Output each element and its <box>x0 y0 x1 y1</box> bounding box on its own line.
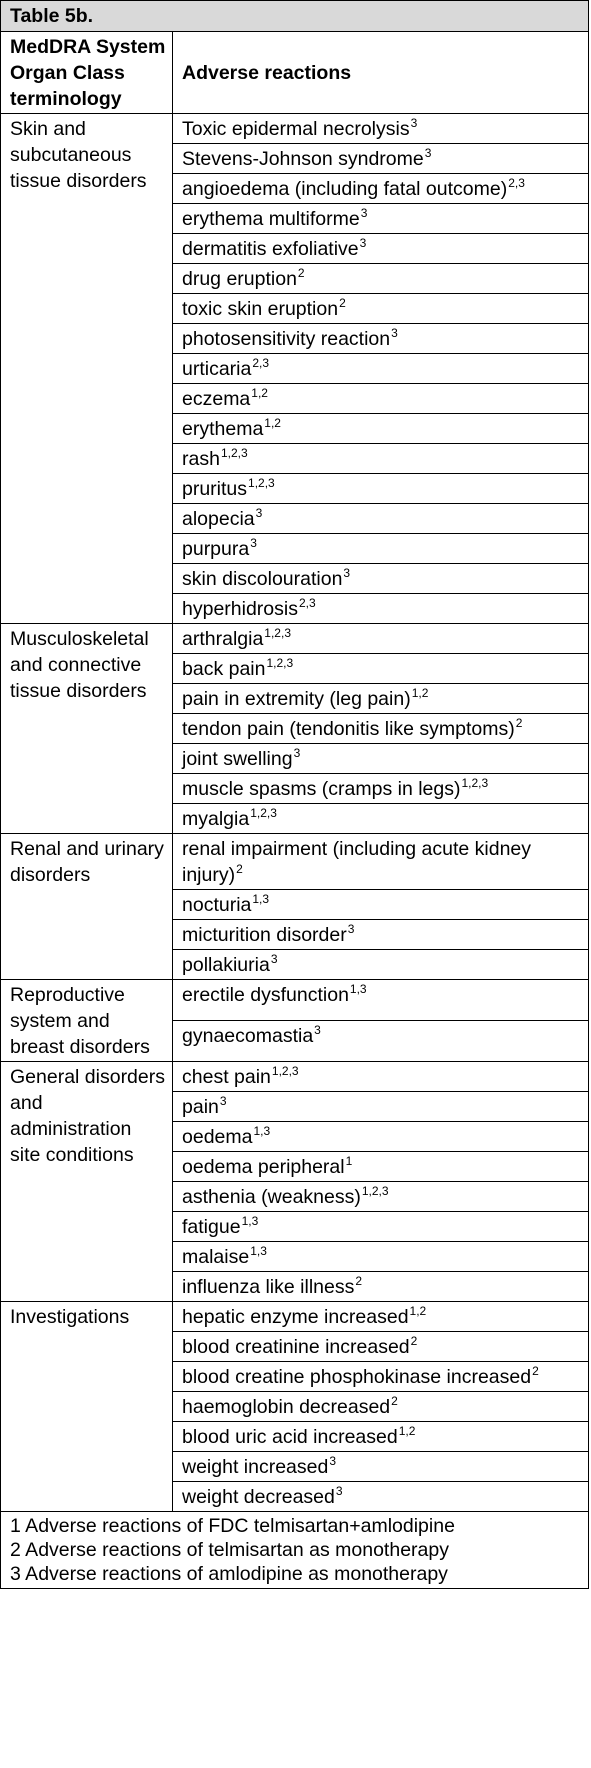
reaction-text: weight decreased <box>182 1486 335 1508</box>
reaction-cell <box>173 354 589 384</box>
reaction-text: chest pain <box>182 1066 271 1088</box>
reaction-text: blood creatine phosphokinase increased <box>182 1366 532 1388</box>
reaction-cell <box>173 174 589 204</box>
reaction-text: rash <box>182 448 220 470</box>
reaction-cell <box>173 504 589 534</box>
reaction-footnote-ref: 2 <box>236 862 243 876</box>
reaction-footnote-ref: 1,2,3 <box>271 1064 299 1078</box>
reaction-footnote-ref: 3 <box>359 236 367 250</box>
reaction-cell <box>173 564 589 594</box>
reaction-cell <box>173 980 589 1021</box>
reaction-text: joint swelling <box>182 748 293 770</box>
reaction-cell <box>173 890 589 920</box>
reaction-footnote-ref: 2 <box>339 296 346 310</box>
reaction-text: photosensitivity reaction <box>182 328 391 350</box>
reaction-cell <box>173 1152 589 1182</box>
reaction-footnote-ref: 3 <box>391 326 398 340</box>
reaction-footnote-ref: 3 <box>335 1484 343 1498</box>
reaction-text: erythema <box>182 418 264 440</box>
reaction-text: micturition disorder <box>182 924 347 946</box>
reaction-cell <box>173 684 589 714</box>
reaction-footnote-ref: 2 <box>297 266 305 280</box>
soc-cell: Investigations <box>1 1302 173 1512</box>
reaction-footnote-ref: 1,3 <box>349 982 367 996</box>
reaction-footnote-ref: 2,3 <box>298 596 316 610</box>
reaction-footnote-ref: 1,3 <box>252 892 270 906</box>
reaction-footnote-ref: 2,3 <box>508 176 525 190</box>
reaction-footnote-ref: 3 <box>250 536 257 550</box>
reaction-footnote-ref: 3 <box>347 922 355 936</box>
reaction-text: nocturia <box>182 894 252 916</box>
reaction-footnote-ref: 1,2 <box>264 416 281 430</box>
reaction-footnote-ref: 1,2 <box>411 686 429 700</box>
footnote-2: 2 Adverse reactions of telmisartan as monotherapy <box>10 1539 449 1561</box>
reaction-cell <box>173 444 589 474</box>
reaction-cell <box>173 534 589 564</box>
reaction-cell <box>173 474 589 504</box>
reaction-text: asthenia (weakness) <box>182 1186 361 1208</box>
reaction-text: malaise <box>182 1246 250 1268</box>
reaction-cell <box>173 1302 589 1332</box>
reaction-footnote-ref: 3 <box>270 952 278 966</box>
reaction-text: tendon pain (tendonitis like symptoms) <box>182 718 515 740</box>
soc-cell: General disorders and administration site conditions <box>1 1062 173 1302</box>
reaction-text: erectile dysfunction <box>182 984 349 1006</box>
reaction-cell <box>173 624 589 654</box>
reaction-footnote-ref: 3 <box>255 506 263 520</box>
reaction-footnote-ref: 1,2,3 <box>361 1184 389 1198</box>
reaction-text: renal impairment (including acute kidney injury) <box>182 838 532 886</box>
footnotes <box>1 1512 589 1589</box>
reaction-footnote-ref: 1,2,3 <box>264 626 291 640</box>
reaction-footnote-ref: 1,2,3 <box>461 776 489 790</box>
reaction-footnote-ref: 3 <box>360 206 368 220</box>
reaction-footnote-ref: 1 <box>345 1154 353 1168</box>
reaction-text: blood creatinine increased <box>182 1336 410 1358</box>
reaction-cell <box>173 1422 589 1452</box>
column-header-soc: MedDRA System Organ Class terminology <box>1 32 173 114</box>
reaction-cell <box>173 1021 589 1062</box>
reaction-text: oedema <box>182 1126 253 1148</box>
reaction-cell <box>173 1362 589 1392</box>
reaction-cell <box>173 1122 589 1152</box>
reaction-cell <box>173 774 589 804</box>
reaction-text: pruritus <box>182 478 248 500</box>
reaction-cell <box>173 414 589 444</box>
soc-cell: Skin and subcutaneous tissue disorders <box>1 114 173 624</box>
reaction-text: oedema peripheral <box>182 1156 345 1178</box>
reaction-text: pollakiuria <box>182 954 270 976</box>
reaction-cell <box>173 744 589 774</box>
reaction-footnote-ref: 3 <box>293 746 301 760</box>
reaction-text: drug eruption <box>182 268 297 290</box>
reaction-footnote-ref: 2 <box>410 1334 418 1348</box>
reaction-footnote-ref: 1,2,3 <box>266 656 294 670</box>
reaction-footnote-ref: 3 <box>329 1454 337 1468</box>
reaction-cell <box>173 1392 589 1422</box>
reaction-text: alopecia <box>182 508 255 530</box>
reaction-cell <box>173 1452 589 1482</box>
reaction-text: skin discolouration <box>182 568 343 590</box>
reaction-cell <box>173 204 589 234</box>
reaction-text: myalgia <box>182 808 250 830</box>
soc-cell: Renal and urinary disorders <box>1 834 173 980</box>
reaction-text: muscle spasms (cramps in legs) <box>182 778 461 800</box>
reaction-text: blood uric acid increased <box>182 1426 398 1448</box>
reaction-text: hyperhidrosis <box>182 598 298 620</box>
table-row <box>1 114 589 144</box>
reaction-text: toxic skin eruption <box>182 298 339 320</box>
reaction-cell <box>173 1242 589 1272</box>
reaction-footnote-ref: 1,2,3 <box>248 476 275 490</box>
reaction-text: influenza like illness <box>182 1276 355 1298</box>
reaction-text: fatigue <box>182 1216 241 1238</box>
reaction-text: dermatitis exfoliative <box>182 238 359 260</box>
reaction-cell <box>173 1062 589 1092</box>
reaction-cell <box>173 1092 589 1122</box>
footnote-3: 3 Adverse reactions of amlodipine as monotherapy <box>10 1563 448 1585</box>
reaction-text: pain <box>182 1096 219 1118</box>
reaction-cell <box>173 804 589 834</box>
reaction-footnote-ref: 1,2 <box>251 386 268 400</box>
reaction-text: purpura <box>182 538 250 560</box>
reaction-footnote-ref: 1,3 <box>250 1244 267 1258</box>
reaction-footnote-ref: 2 <box>391 1394 398 1408</box>
reaction-text: urticaria <box>182 358 252 380</box>
reaction-footnote-ref: 1,3 <box>241 1214 259 1228</box>
column-header-reactions: Adverse reactions <box>173 32 589 114</box>
reaction-cell <box>173 294 589 324</box>
reaction-footnote-ref: 3 <box>219 1094 227 1108</box>
reaction-footnote-ref: 3 <box>410 116 418 130</box>
reaction-cell <box>173 324 589 354</box>
reaction-footnote-ref: 1,2 <box>398 1424 416 1438</box>
reaction-footnote-ref: 1,2,3 <box>220 446 248 460</box>
table-row <box>1 624 589 654</box>
reaction-footnote-ref: 3 <box>314 1023 321 1037</box>
table-title: Table 5b. <box>1 1 589 32</box>
reaction-cell <box>173 1272 589 1302</box>
reaction-text: arthralgia <box>182 628 264 650</box>
reaction-cell <box>173 950 589 980</box>
reaction-text: back pain <box>182 658 266 680</box>
reaction-cell <box>173 384 589 414</box>
reaction-text: hepatic enzyme increased <box>182 1306 409 1328</box>
footnote-1: 1 Adverse reactions of FDC telmisartan+amlodipine <box>10 1515 455 1537</box>
soc-cell: Musculoskeletal and connective tissue disorders <box>1 624 173 834</box>
reaction-cell <box>173 234 589 264</box>
reaction-text: gynaecomastia <box>182 1025 314 1047</box>
reaction-cell <box>173 1482 589 1512</box>
reaction-cell <box>173 264 589 294</box>
table-row <box>1 834 589 890</box>
reaction-footnote-ref: 2,3 <box>252 356 270 370</box>
reaction-cell <box>173 114 589 144</box>
reaction-footnote-ref: 3 <box>343 566 351 580</box>
reaction-text: pain in extremity (leg pain) <box>182 688 411 710</box>
reaction-text: eczema <box>182 388 251 410</box>
reaction-footnote-ref: 2 <box>532 1364 539 1378</box>
reaction-text: Toxic epidermal necrolysis <box>182 118 410 140</box>
reaction-footnote-ref: 1,2,3 <box>250 806 277 820</box>
reaction-cell <box>173 1212 589 1242</box>
reaction-text: haemoglobin decreased <box>182 1396 391 1418</box>
reaction-cell <box>173 144 589 174</box>
reaction-cell <box>173 920 589 950</box>
reaction-cell <box>173 714 589 744</box>
reaction-footnote-ref: 3 <box>424 146 432 160</box>
table-body <box>1 114 589 1512</box>
reaction-footnote-ref: 1,3 <box>253 1124 271 1138</box>
reaction-footnote-ref: 1,2 <box>409 1304 427 1318</box>
reaction-text: erythema multiforme <box>182 208 360 230</box>
table-row <box>1 1302 589 1332</box>
reaction-cell <box>173 594 589 624</box>
reaction-text: weight increased <box>182 1456 329 1478</box>
reaction-text: angioedema (including fatal outcome) <box>182 178 508 200</box>
reaction-cell <box>173 1332 589 1362</box>
reaction-text: Stevens-Johnson syndrome <box>182 148 424 170</box>
table-row <box>1 980 589 1021</box>
reaction-cell <box>173 654 589 684</box>
reaction-footnote-ref: 2 <box>515 716 523 730</box>
table-row <box>1 1062 589 1092</box>
reaction-cell <box>173 834 589 890</box>
soc-cell: Reproductive system and breast disorders <box>1 980 173 1062</box>
reaction-cell <box>173 1182 589 1212</box>
reaction-footnote-ref: 2 <box>355 1274 363 1288</box>
